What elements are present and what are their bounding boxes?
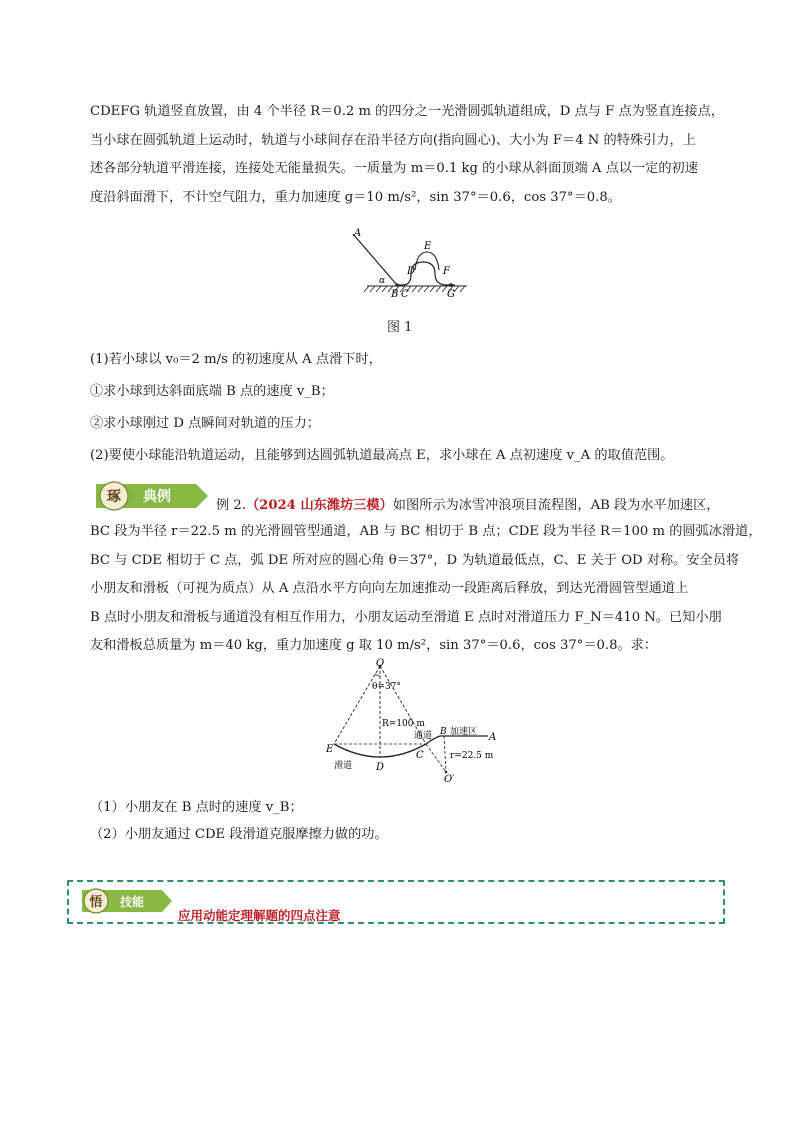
tip-right-text: 技能 <box>119 895 145 909</box>
figure-1-caption: 图 1 <box>387 320 413 335</box>
paragraph-line: CDEFG 轨道竖直放置，由 4 个半径 R＝0.2 m 的四分之一光滑圆弧轨道组成，D 点与 F 点为竖直连接点， <box>90 104 724 119</box>
theta-arc <box>375 674 380 676</box>
label-G: G <box>447 289 455 300</box>
arc-CDE <box>334 744 426 757</box>
badge-left-char: 琢 <box>107 489 121 505</box>
point-B <box>395 283 398 286</box>
label-A: A <box>354 228 362 239</box>
label-D: D <box>376 762 385 773</box>
label-alpha: α <box>379 276 386 286</box>
label-R: R=100 m <box>382 719 425 729</box>
paragraph-line: 小朋友和滑板（可视为质点）从 A 点沿水平方向向左加速推动一段距离后释放，到达光滑圆管型通道上 <box>90 581 689 597</box>
paragraph-line: BC 段为半径 r＝22.5 m 的光滑圆管型通道，AB 与 BC 相切于 B 点；CDE 段为半径 R＝100 m 的圆弧冰滑道， <box>90 524 762 539</box>
figure-1-track-diagram <box>345 222 475 302</box>
example-first-line <box>216 494 719 513</box>
paragraph-line: 当小球在圆弧轨道上运动时，轨道与小球间存在沿半径方向(指向圆心)、大小为 F＝4 N 的特殊引力，上 <box>90 132 696 148</box>
example-source: （2024 山东潍坊三模） <box>245 498 393 513</box>
label-slide: 滑道 <box>334 761 353 771</box>
label-B: B <box>440 727 447 737</box>
label-C: C <box>416 750 424 761</box>
paragraph-line: 述各部分轨道平滑连接，连接处无能量损失。一质量为 m＝0.1 kg 的小球从斜面顶端 A 点以一定的初速 <box>90 161 698 177</box>
point-G <box>449 283 453 287</box>
question-line: (2)要使小球能沿轨道运动，且能够到达圆弧轨道最高点 E，求小球在 A 点初速度 v_A 的取值范围。 <box>90 448 674 463</box>
tip-title: 应用动能定理解题的四点注意 <box>178 908 341 923</box>
example-first-line-text: 如图所示为冰雪冲浪项目流程图，AB 段为水平加速区， <box>392 498 720 513</box>
label-theta: θ=37° <box>372 682 401 692</box>
question-line: （2）小朋友通过 CDE 段滑道克服摩擦力做的功。 <box>90 827 388 842</box>
radius-OE <box>334 666 380 744</box>
arc-top-E <box>415 252 439 270</box>
label-F: F <box>443 266 450 277</box>
problem-paragraph <box>90 98 724 212</box>
label-B: B <box>391 289 399 300</box>
incline-AB <box>353 234 397 285</box>
label-E: E <box>326 744 334 755</box>
label-A: A <box>489 732 497 743</box>
question-line: （1）小朋友在 B 点时的速度 v_B； <box>90 800 303 815</box>
label-r: r=22.5 m <box>450 751 494 761</box>
tip-badge <box>78 886 178 916</box>
tip-left-char: 悟 <box>89 895 103 910</box>
figure-2-snow-slide-diagram <box>322 658 512 784</box>
label-E: E <box>424 241 432 252</box>
label-C: C <box>401 289 409 300</box>
label-accel-zone: 加速区 <box>450 727 478 737</box>
label-O: O <box>376 658 385 669</box>
paragraph-line: 度沿斜面滑下，不计空气阻力，重力加速度 g＝10 m/s²，sin 37°＝0.6，cos 37°＝0.8。 <box>90 189 621 205</box>
paragraph-line: B 点时小朋友和滑板与通道没有相互作用力，小朋友运动至滑道 E 点时对滑道压力 F_N＝410 N。已知小朋 <box>90 609 722 625</box>
paragraph-line: 友和滑板总质量为 m＝40 kg，重力加速度 g 取 10 m/s²，sin 37°＝0.6，cos 37°＝0.8。求： <box>90 638 658 654</box>
point-O2 <box>445 771 448 774</box>
example-paragraph <box>90 518 762 661</box>
badge-right-text: 典例 <box>143 489 171 505</box>
label-D: D <box>407 266 416 277</box>
radius-O2C <box>426 744 446 772</box>
question-line: ②求小球刚过 D 点瞬间对轨道的压力； <box>90 416 320 431</box>
paragraph-line: BC 与 CDE 相切于 C 点，弧 DE 所对应的圆心角 θ＝37°，D 为轨道最低点，C、E 关于 OD 对称。安全员将 <box>90 552 740 568</box>
label-tunnel: 通道 <box>414 731 433 741</box>
label-O-prime: O′ <box>444 774 455 784</box>
example-number: 例 2. <box>216 498 246 513</box>
radius-O2B <box>444 736 446 772</box>
question-line: ①求小球到达斜面底端 B 点的速度 v_B； <box>90 384 334 399</box>
example-badge <box>92 480 212 510</box>
question-line: (1)若小球以 v₀＝2 m/s 的初速度从 A 点滑下时， <box>90 352 382 367</box>
